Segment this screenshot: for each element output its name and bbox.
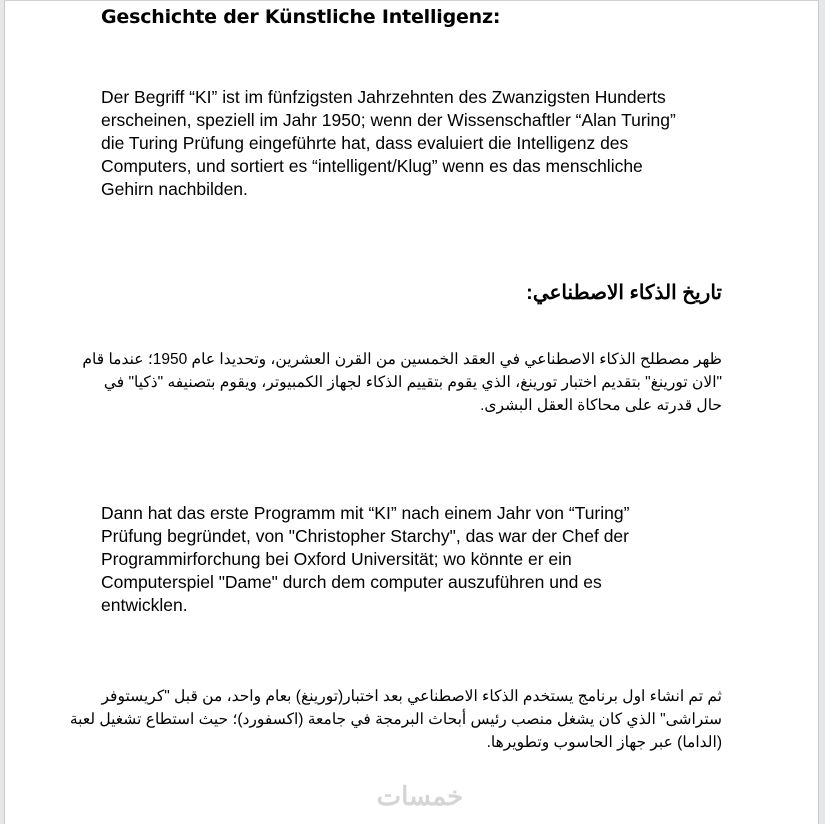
text-line: Computers, und sortiert es “intelligent/Klug” wenn es das menschliche xyxy=(101,156,643,176)
text-line: Prüfung begründet, von "Christopher Starchy", das war der Chef der xyxy=(101,526,629,546)
text-line: Gehirn nachbilden. xyxy=(101,179,248,199)
german-paragraph-2 xyxy=(101,502,741,617)
text-line: ستراشى" الذي كان يشغل منصب رئيس أبحاث البرمجة في جامعة (اكسفورد)؛ حيث استطاع تشغيل لعبة xyxy=(69,711,722,728)
text-line: erscheinen, speziell im Jahr 1950; wenn der Wissenschaftler “Alan Turing” xyxy=(101,110,676,130)
text-line: Dann hat das erste Programm mit “KI” nach einem Jahr von “Turing” xyxy=(101,503,630,523)
arabic-paragraph-1 xyxy=(82,348,722,417)
text-line: Computerspiel "Dame" durch dem computer auszuführen und es xyxy=(101,572,602,592)
text-line: حال قدرته على محاكاة العقل البشرى. xyxy=(480,397,722,414)
watermark-logo: خمسات xyxy=(376,781,464,811)
arabic-paragraph-2 xyxy=(69,685,722,754)
text-line: "الان تورينغ" بتقديم اختبار تورينغ، الذي يقوم بتقييم الذكاء لجهاز الكمبيوتر، ويقوم بتصنيفه "ذكيا" في xyxy=(103,374,722,391)
text-line: die Turing Prüfung eingeführte hat, dass evaluiert die Intelligenz des xyxy=(101,133,629,153)
german-paragraph-1 xyxy=(101,86,741,201)
text-line: ثم تم انشاء اول برنامج يستخدم الذكاء الاصطناعي بعد اختبار(تورينغ) بعام واحد، من قبل "كريستوفر xyxy=(101,688,722,705)
text-line: Der Begriff “KI” ist im fünfzigsten Jahrzehnten des Zwanzigsten Hunderts xyxy=(101,87,666,107)
text-line: entwicklen. xyxy=(101,595,188,615)
document-title: Geschichte der Künstliche Intelligenz: xyxy=(101,6,501,28)
text-line: (الداما) عبر جهاز الحاسوب وتطويرها. xyxy=(486,734,722,751)
document-page xyxy=(4,0,819,824)
text-line: Programmirforchung bei Oxford Universität; wo könnte er ein xyxy=(101,549,572,569)
arabic-heading: تاريخ الذكاء الاصطناعي: xyxy=(526,282,722,304)
text-line: ظهر مصطلح الذكاء الاصطناعي في العقد الخمسين من القرن العشرين، وتحديدا عام 1950؛ عندما قام xyxy=(82,351,722,368)
